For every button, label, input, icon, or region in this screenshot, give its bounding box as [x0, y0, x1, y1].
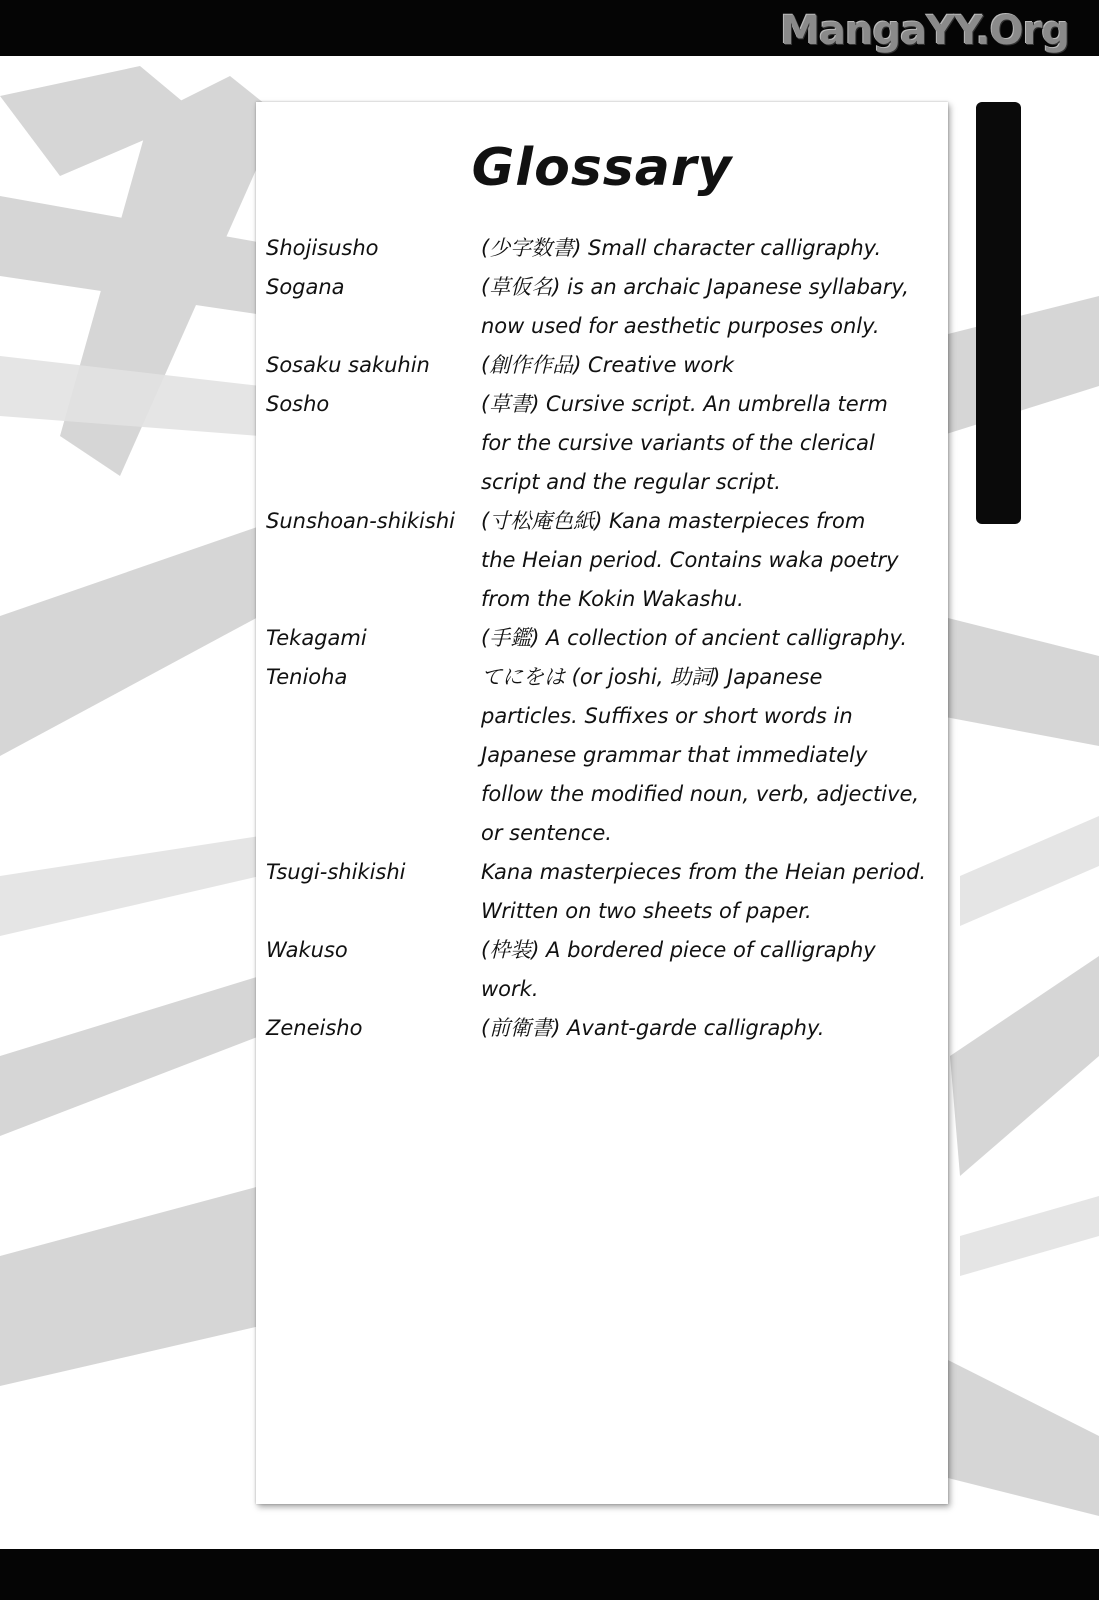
glossary-definition	[481, 346, 946, 385]
glossary-term: Sosaku sakuhin	[266, 353, 430, 377]
glossary-term: Wakuso	[266, 938, 348, 962]
definition-line: follow the modified noun, verb, adjective,	[481, 782, 920, 806]
definition-line: Kana masterpieces from the Heian period.	[481, 860, 927, 884]
glossary-term: Sosho	[266, 392, 330, 416]
glossary-term: Zeneisho	[266, 1016, 363, 1040]
definition-line: particles. Suffixes or short words in	[481, 704, 853, 728]
definition-line: (草書) Cursive script. An umbrella term	[481, 392, 888, 416]
definition-line: てにをは (or joshi, 助詞) Japanese	[481, 665, 823, 689]
definition-line: for the cursive variants of the clerical	[481, 431, 875, 455]
glossary-entry	[266, 346, 946, 385]
glossary-definition	[481, 385, 946, 502]
glossary-definition	[481, 268, 946, 346]
glossary-entries	[266, 229, 946, 1048]
top-black-border	[0, 0, 1099, 56]
definition-line: (手鑑) A collection of ancient calligraphy.	[481, 626, 908, 650]
glossary-entry	[266, 385, 946, 502]
definition-line: (少字数書) Small character calligraphy.	[481, 236, 882, 260]
site-watermark: MangaYY.Org	[780, 8, 1069, 54]
definition-line: work.	[481, 977, 539, 1001]
glossary-title: Glossary	[471, 138, 733, 198]
glossary-entry	[266, 268, 946, 346]
glossary-entry	[266, 1009, 946, 1048]
glossary-entry	[266, 658, 946, 853]
glossary-definition	[481, 229, 946, 268]
definition-line: the Heian period. Contains waka poetry	[481, 548, 899, 572]
glossary-term: Tenioha	[266, 665, 348, 689]
glossary-definition	[481, 853, 946, 931]
glossary-entry	[266, 853, 946, 931]
glossary-entry	[266, 619, 946, 658]
definition-line: (創作作品) Creative work	[481, 353, 735, 377]
definition-line: Japanese grammar that immediately	[481, 743, 868, 767]
glossary-definition	[481, 1009, 946, 1048]
glossary-definition	[481, 658, 946, 853]
side-black-tab	[976, 102, 1021, 524]
definition-line: script and the regular script.	[481, 470, 781, 494]
bottom-black-border	[0, 1549, 1099, 1600]
glossary-entry	[266, 931, 946, 1009]
glossary-card	[256, 102, 948, 1504]
glossary-definition	[481, 502, 946, 619]
glossary-entry	[266, 502, 946, 619]
definition-line: (前衛書) Avant-garde calligraphy.	[481, 1016, 825, 1040]
definition-line: (枠装) A bordered piece of calligraphy	[481, 938, 876, 962]
glossary-term: Tekagami	[266, 626, 367, 650]
definition-line: (草仮名) is an archaic Japanese syllabary,	[481, 275, 909, 299]
glossary-term: Sunshoan-shikishi	[266, 509, 455, 533]
glossary-term: Shojisusho	[266, 236, 379, 260]
definition-line: Written on two sheets of paper.	[481, 899, 812, 923]
glossary-term: Sogana	[266, 275, 345, 299]
glossary-entry	[266, 229, 946, 268]
glossary-definition	[481, 931, 946, 1009]
definition-line: now used for aesthetic purposes only.	[481, 314, 880, 338]
definition-line: (寸松庵色紙) Kana masterpieces from	[481, 509, 866, 533]
definition-line: or sentence.	[481, 821, 612, 845]
glossary-definition	[481, 619, 946, 658]
definition-line: from the Kokin Wakashu.	[481, 587, 744, 611]
glossary-term: Tsugi-shikishi	[266, 860, 406, 884]
